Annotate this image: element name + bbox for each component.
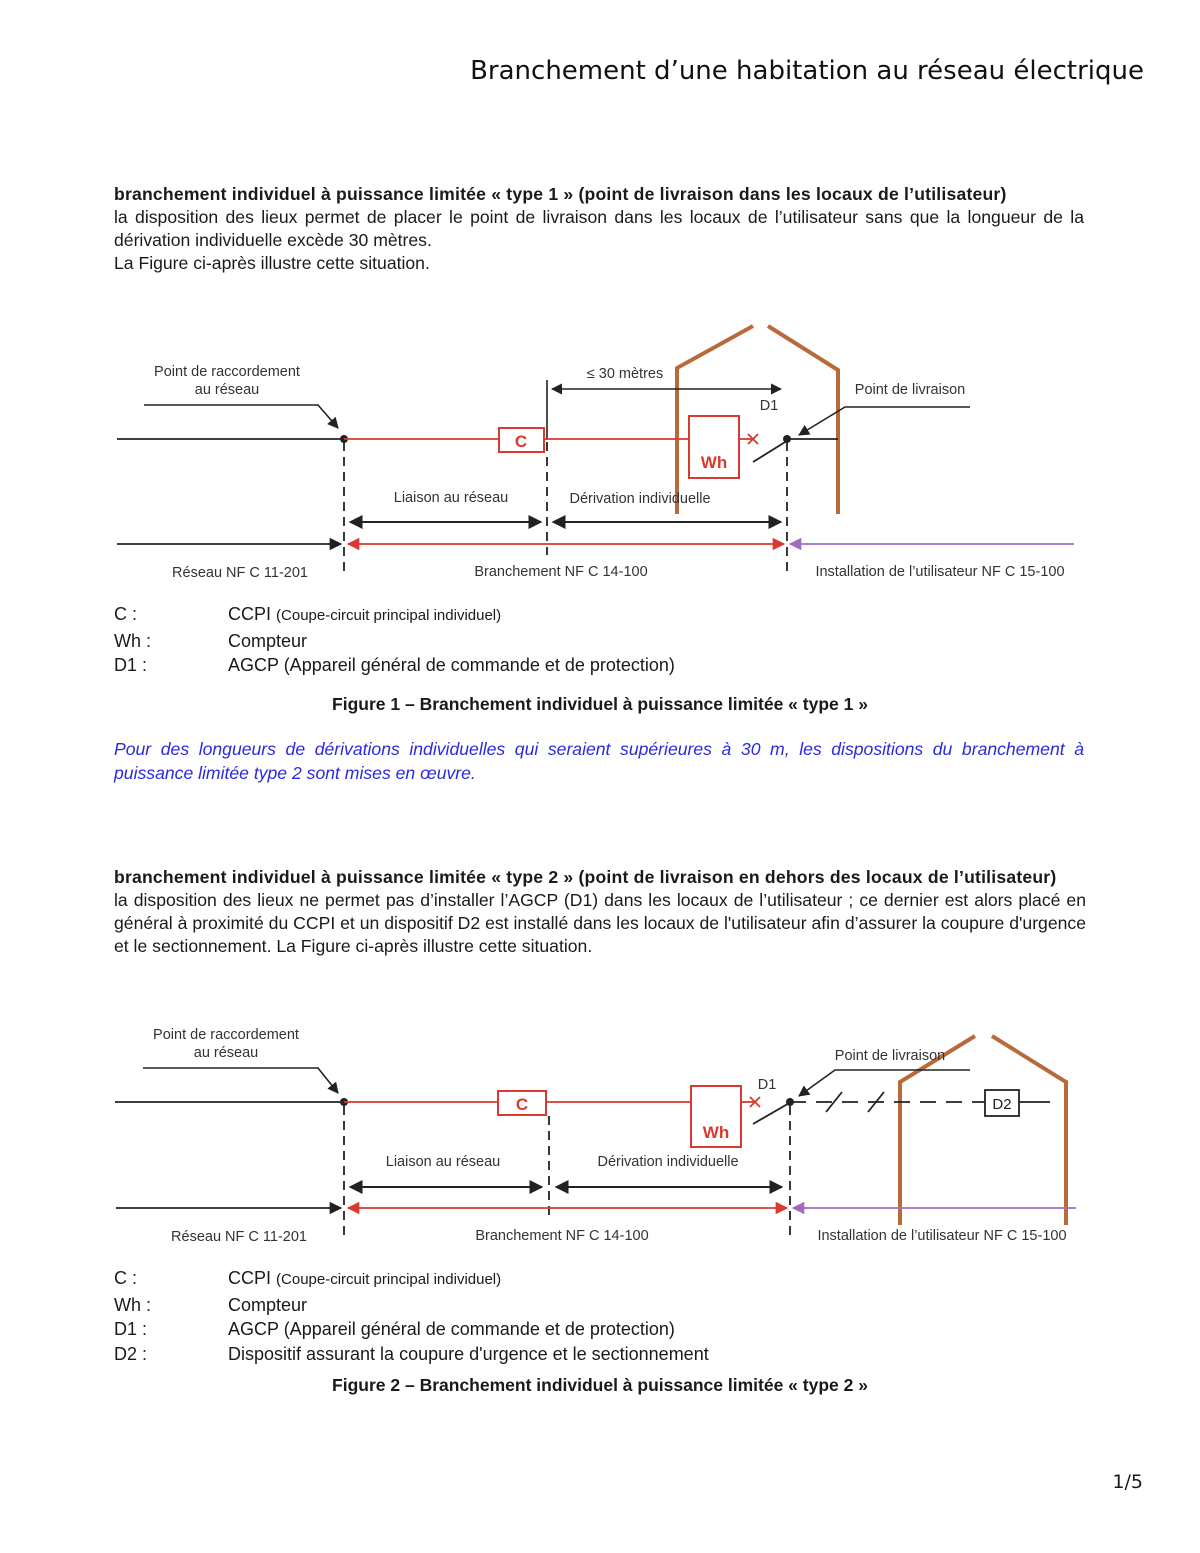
figure-1-legend: [114, 602, 675, 678]
legend-row-wh: Wh : Compteur: [114, 1294, 308, 1315]
figure-1-caption: Figure 1 – Branchement individuel à puissance limitée « type 1 »: [332, 694, 868, 714]
section-2: [114, 866, 1086, 958]
raccordement-pointer: [143, 1068, 338, 1093]
section-1-body: la disposition des lieux permet de placer le point de livraison dans les locaux de l’utilisateur sans que la longueur de la dérivation individuelle excède 30 mètres.: [114, 207, 1084, 250]
figure-2-diagram: [0, 1020, 1200, 1260]
note-text: Pour des longueurs de dérivations individuelles qui seraient supérieures à 30 m, les dispositions du branchement à puissance limitée type 2 sont mises en œuvre.: [114, 739, 1084, 783]
raccordement-label-1: Point de raccordement: [154, 364, 300, 380]
legend-row-wh: Wh : Compteur: [114, 630, 308, 651]
liaison-label: Liaison au réseau: [385, 1154, 501, 1170]
raccordement-pointer: [144, 405, 338, 428]
section-1: [114, 183, 1084, 275]
legend-row-d1: D1 : AGCP (Appareil général de commande et de protection): [114, 1319, 675, 1339]
legend-row-d1: D1 : AGCP (Appareil général de commande et de protection): [114, 655, 675, 675]
raccordement-label-2: au réseau: [193, 1045, 259, 1061]
raccordement-label-1: Point de raccordement: [153, 1027, 299, 1043]
d1-label: D1: [759, 398, 779, 414]
branchement-norm-label: Branchement NF C 14-100: [474, 564, 648, 580]
liaison-label: Liaison au réseau: [393, 490, 509, 506]
page-number: 1/5: [1112, 1471, 1143, 1493]
section-2-body: la disposition des lieux ne permet pas d’installer l’AGCP (D1) dans les locaux de l’utilisateur ; ce dernier est alors placé en général à proximité du CCPI et un dispositif D2 est installé dans les locaux de l'utilisateur afin d’assurer la coupure d'urgence et le sectionnement. La Figure ci-après illustre cette situation.: [114, 890, 1086, 956]
livraison-pointer: [799, 1070, 970, 1096]
figure-2-caption: Figure 2 – Branchement individuel à puissance limitée « type 2 »: [332, 1375, 868, 1395]
legend-row-d2: D2 : Dispositif assurant la coupure d'urgence et le sectionnement: [114, 1343, 709, 1364]
branchement-norm-label: Branchement NF C 14-100: [475, 1228, 649, 1244]
distance-label: ≤ 30 mètres: [586, 366, 664, 382]
legend-row-c: C : CCPI (Coupe-circuit principal individuel): [114, 1268, 502, 1288]
section-2-heading: branchement individuel à puissance limitée « type 2 » (point de livraison en dehors des locaux de l’utilisateur): [114, 867, 1057, 887]
legend-row-c: C : CCPI (Coupe-circuit principal individuel): [114, 604, 502, 624]
meter-box-label: Wh: [702, 1123, 730, 1142]
meter-box-label: Wh: [700, 453, 728, 472]
page-title: Branchement d’une habitation au réseau électrique: [470, 56, 1144, 86]
derivation-label: Dérivation individuelle: [597, 1154, 739, 1170]
livraison-label: Point de livraison: [854, 382, 966, 398]
section-1-body-2: La Figure ci-après illustre cette situation.: [114, 253, 430, 273]
d1-label: D1: [757, 1077, 777, 1093]
figure-2-legend: [114, 1266, 709, 1366]
livraison-label: Point de livraison: [834, 1048, 946, 1064]
reseau-norm-label: Réseau NF C 11-201: [172, 565, 308, 581]
installation-norm-label: Installation de l’utilisateur NF C 15-100: [817, 1228, 1067, 1244]
ccpi-box-label: C: [515, 1095, 529, 1114]
raccordement-label-2: au réseau: [194, 382, 260, 398]
installation-norm-label: Installation de l’utilisateur NF C 15-100: [815, 564, 1065, 580]
ccpi-box-label: C: [514, 432, 528, 451]
livraison-pointer: [799, 407, 970, 435]
figure-1-diagram: [0, 310, 1200, 595]
section-1-heading: branchement individuel à puissance limitée « type 1 » (point de livraison dans les locaux de l’utilisateur): [114, 184, 1007, 204]
d2-box-label: D2: [992, 1096, 1012, 1113]
reseau-norm-label: Réseau NF C 11-201: [171, 1229, 307, 1245]
derivation-label: Dérivation individuelle: [569, 491, 711, 507]
d1-switch: [753, 439, 790, 462]
house-outline: [900, 1036, 1066, 1225]
